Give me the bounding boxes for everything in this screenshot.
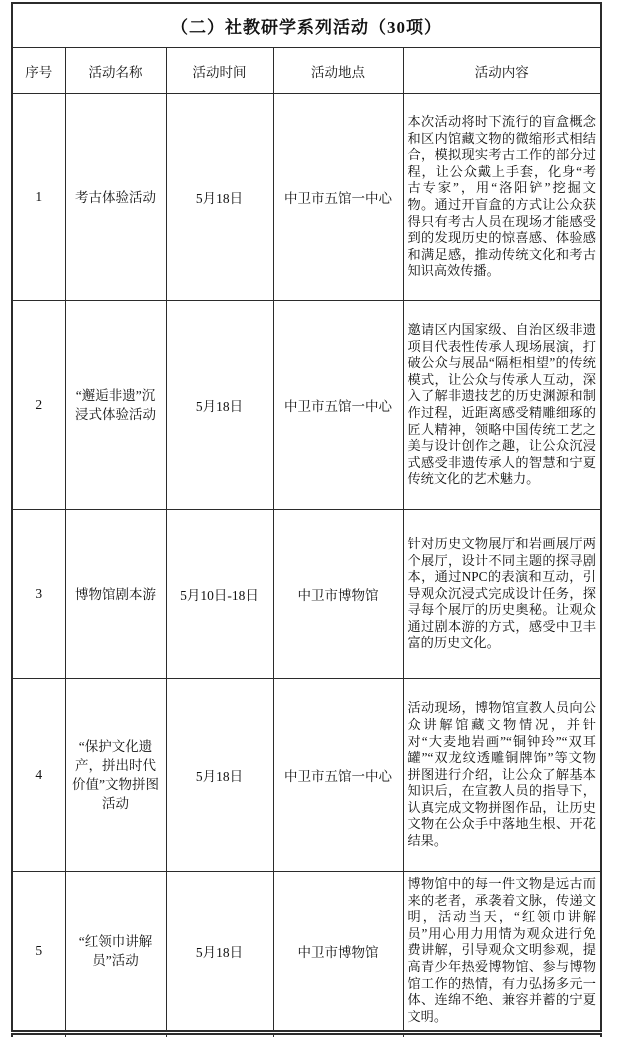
cell-no: 4 — [12, 679, 65, 872]
cell-place: 中卫市博物馆 — [273, 510, 403, 679]
cell-time: 5月18日 — [166, 872, 273, 1031]
cell-content: 本次活动将时下流行的盲盒概念和区内馆藏文物的微缩形式相结合，模拟现实考古工作的部分过程，让公众戴上手套，化身“考古专家”，用“洛阳铲”挖掘文物。通过开盲盒的方式让公众获得只有考古人员在现场才能感受到的发现历史的惊喜感、体验感和满足感，推动传统文化和考古知识高效传播。 — [403, 94, 601, 301]
cell-time: 5月18日 — [166, 679, 273, 872]
header-no: 序号 — [12, 48, 65, 94]
table-row — [12, 872, 601, 1031]
cell-no: 3 — [12, 510, 65, 679]
header-place: 活动地点 — [273, 48, 403, 94]
table-row — [12, 679, 601, 872]
table-row — [12, 510, 601, 679]
cell-no: 5 — [12, 872, 65, 1031]
cell-no: 2 — [12, 301, 65, 510]
cell-name: “红领巾讲解员”活动 — [65, 872, 166, 1031]
cell-name: 博物馆剧本游 — [65, 510, 166, 679]
cell-time: 5月10日-18日 — [166, 510, 273, 679]
header-content: 活动内容 — [403, 48, 601, 94]
cell-name: “保护文化遗产，拼出时代价值”文物拼图活动 — [65, 679, 166, 872]
cell-place: 中卫市五馆一中心 — [273, 679, 403, 872]
table-row — [12, 301, 601, 510]
cell-name: 考古体验活动 — [65, 94, 166, 301]
table-row — [12, 94, 601, 301]
next-row-cut-off — [11, 1033, 602, 1037]
cell-content: 活动现场，博物馆宣教人员向公众讲解馆藏文物情况，并针对“大麦地岩画”“铜钟玲”“双耳罐”“双龙纹透雕铜牌饰”等文物拼图进行介绍，让公众了解基本知识后，在宣教人员的指导下，认真完成文物拼图作品，让历史文物在公众手中落地生根、开花结果。 — [403, 679, 601, 872]
cell-place: 中卫市博物馆 — [273, 872, 403, 1031]
cell-content: 针对历史文物展厅和岩画展厅两个展厅，设计不同主题的探寻剧本，通过NPC的表演和互动，引导观众沉浸式完成设计任务，探寻每个展厅的历史奥秘。让观众通过剧本游的方式，感受中卫丰富的历史文化。 — [403, 510, 601, 679]
section-title: （二）社教研学系列活动（30项） — [12, 3, 601, 48]
cell-time: 5月18日 — [166, 94, 273, 301]
cell-content: 邀请区内国家级、自治区级非遗项目代表性传承人现场展演，打破公众与展品“隔柜相望”的传统模式，让公众与传承人互动，深入了解非遗技艺的历史渊源和制作过程，近距离感受精雕细琢的匠人精神，领略中国传统工艺之美与设计创作之趣，让公众沉浸式感受非遗传承人的智慧和宁夏传统文化的艺术魅力。 — [403, 301, 601, 510]
header-name: 活动名称 — [65, 48, 166, 94]
cell-name: “邂逅非遗”沉浸式体验活动 — [65, 301, 166, 510]
cell-no: 1 — [12, 94, 65, 301]
table-title-row — [12, 3, 601, 48]
cell-time: 5月18日 — [166, 301, 273, 510]
cell-place: 中卫市五馆一中心 — [273, 94, 403, 301]
table-header-row — [12, 48, 601, 94]
cell-place: 中卫市五馆一中心 — [273, 301, 403, 510]
activities-table — [11, 2, 602, 1032]
cell-content: 博物馆中的每一件文物是远古而来的老者，承袭着文脉，传递文明，活动当天，“红领巾讲解员”用心用力用情为观众进行免费讲解，引导观众文明参观，提高青少年热爱博物馆、参与博物馆工作的热情，有力弘扬多元一体、连绵不绝、兼容并蓄的宁夏文明。 — [403, 872, 601, 1031]
header-time: 活动时间 — [166, 48, 273, 94]
